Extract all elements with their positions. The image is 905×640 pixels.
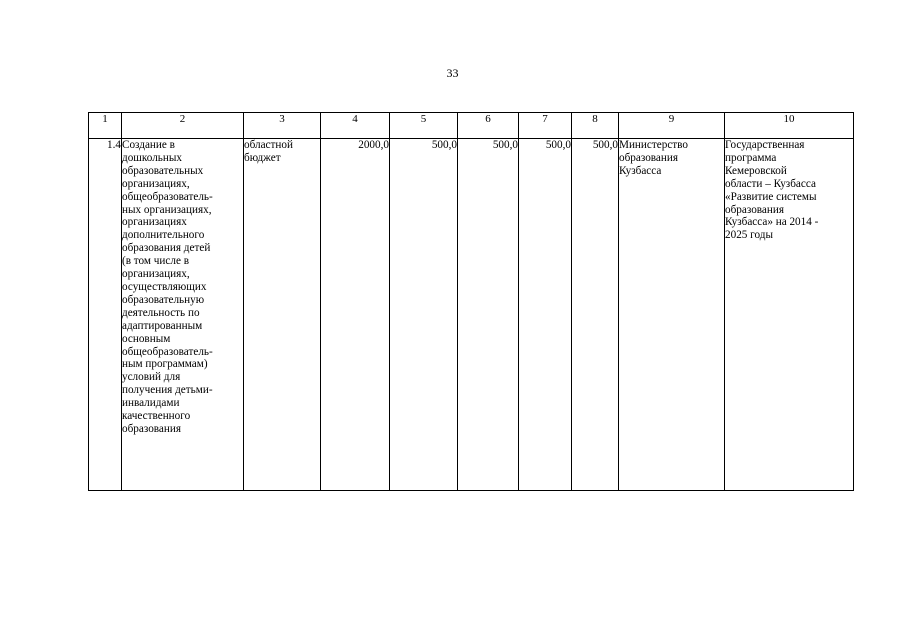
col-header-3: 3 bbox=[244, 113, 321, 139]
cell-text-line: образования bbox=[725, 203, 785, 216]
cell-text-line: адаптированным bbox=[122, 319, 203, 332]
table-header-row bbox=[89, 113, 854, 139]
cell-text-line: бюджет bbox=[244, 151, 281, 164]
cell-text-line: образовательную bbox=[122, 293, 205, 306]
cell-text-line: дополнительного bbox=[122, 229, 205, 242]
cell-text-line: дошкольных bbox=[122, 151, 182, 164]
page-number: 33 bbox=[446, 66, 459, 80]
program-cell bbox=[725, 139, 854, 491]
cell-text-line: общеобразователь- bbox=[122, 190, 213, 203]
cell-text-line: «Развитие системы bbox=[725, 190, 817, 203]
table-row bbox=[89, 139, 854, 491]
cell-text-line: Кемеровской bbox=[725, 164, 787, 177]
value-col-7: 500,0 bbox=[519, 139, 572, 491]
cell-text-line: получения детьми- bbox=[122, 384, 213, 397]
funding-source-cell bbox=[244, 139, 321, 491]
cell-text-line: общеобразователь- bbox=[122, 345, 213, 358]
cell-text-line: программа bbox=[725, 151, 777, 164]
cell-text-line: областной bbox=[244, 139, 293, 151]
cell-text-line: организациях, bbox=[122, 268, 190, 281]
cell-text-line: Кузбасса» на 2014 - bbox=[725, 216, 819, 229]
cell-text-line: образовательных bbox=[122, 164, 204, 177]
col-header-9: 9 bbox=[619, 113, 725, 139]
col-header-2: 2 bbox=[122, 113, 244, 139]
value-col-6: 500,0 bbox=[458, 139, 519, 491]
cell-text-line: организациях bbox=[122, 216, 187, 229]
cell-text-line: (в том числе в bbox=[122, 255, 190, 268]
cell-text-line: образования bbox=[619, 151, 679, 164]
col-header-10: 10 bbox=[725, 113, 854, 139]
cell-text-line: ным программам) bbox=[122, 358, 208, 371]
cell-text-line: осуществляющих bbox=[122, 280, 207, 293]
measure-name-cell bbox=[122, 139, 244, 491]
program-table bbox=[88, 112, 854, 491]
cell-text-line: основным bbox=[122, 332, 171, 345]
value-col-5: 500,0 bbox=[390, 139, 458, 491]
col-header-6: 6 bbox=[458, 113, 519, 139]
col-header-5: 5 bbox=[390, 113, 458, 139]
col-header-7: 7 bbox=[519, 113, 572, 139]
row-number: 1.4 bbox=[89, 139, 122, 491]
cell-text-line: области – Кузбасса bbox=[725, 177, 816, 190]
cell-text-line: Кузбасса bbox=[619, 164, 662, 177]
value-col-8: 500,0 bbox=[572, 139, 619, 491]
cell-text-line: образования детей bbox=[122, 242, 211, 255]
cell-text-line: Государственная bbox=[725, 139, 805, 151]
col-header-1: 1 bbox=[89, 113, 122, 139]
cell-text-line: Создание в bbox=[122, 139, 175, 151]
value-col-4: 2000,0 bbox=[321, 139, 390, 491]
col-header-4: 4 bbox=[321, 113, 390, 139]
cell-text-line: инвалидами bbox=[122, 397, 180, 410]
cell-text-line: 2025 годы bbox=[725, 229, 773, 242]
cell-text-line: деятельность по bbox=[122, 306, 200, 319]
col-header-8: 8 bbox=[572, 113, 619, 139]
cell-text-line: Министерство bbox=[619, 139, 688, 151]
cell-text-line: условий для bbox=[122, 371, 181, 384]
cell-text-line: качественного bbox=[122, 410, 191, 423]
executor-cell bbox=[619, 139, 725, 491]
cell-text-line: ных организациях, bbox=[122, 203, 212, 216]
cell-text-line: организациях, bbox=[122, 177, 190, 190]
cell-text-line: образования bbox=[122, 422, 182, 435]
